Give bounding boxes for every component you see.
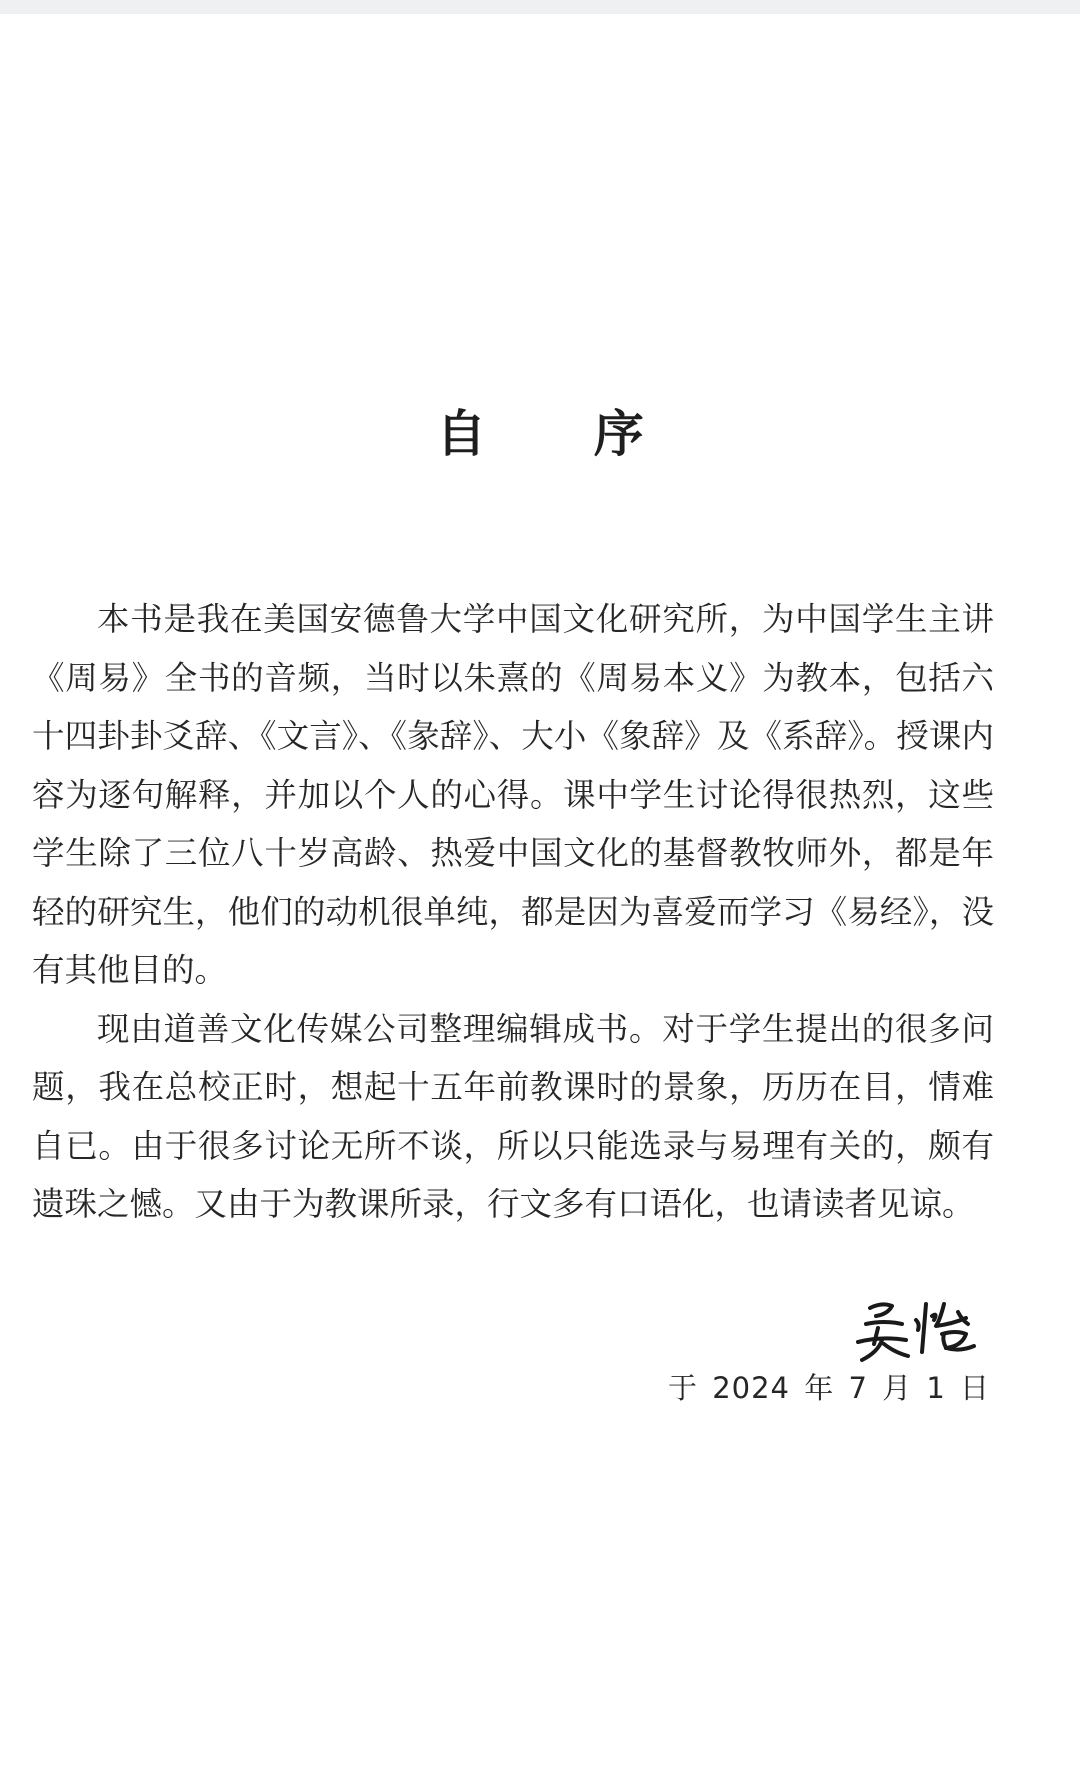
paragraph-2: 现由道善文化传媒公司整理编辑成书。对于学生提出的很多问题，我在总校正时，想起十五年前教课时的景象，历历在目，情难自已。由于很多讨论无所不谈，所以只能选录与易理有关的，颇有遗珠之憾。又由于为教课所录，行文多有口语化，也请读者见谅。	[32, 1009, 994, 1223]
page-title: 自 序	[436, 404, 689, 463]
paragraph-1: 本书是我在美国安德鲁大学中国文化研究所，为中国学生主讲《周易》全书的音频，当时以朱熹的《周易本义》为教本，包括六十四卦卦爻辞、《文言》、《彖辞》、大小《象辞》及《系辞》。授课内容为逐句解释，并加以个人的心得。课中学生讨论得很热烈，这些学生除了三位八十岁高龄、热爱中国文化的基督教牧师外，都是年轻的研究生，他们的动机很单纯，都是因为喜爱而学习《易经》，没有其他目的。	[32, 600, 994, 989]
document-page	[0, 14, 1080, 1788]
signature-date: 于 2024 年 7 月 1 日	[667, 1371, 990, 1405]
top-strip	[0, 0, 1080, 14]
signature	[688, 1294, 988, 1374]
handwritten-signature	[848, 1294, 988, 1372]
document-body	[32, 590, 994, 1234]
